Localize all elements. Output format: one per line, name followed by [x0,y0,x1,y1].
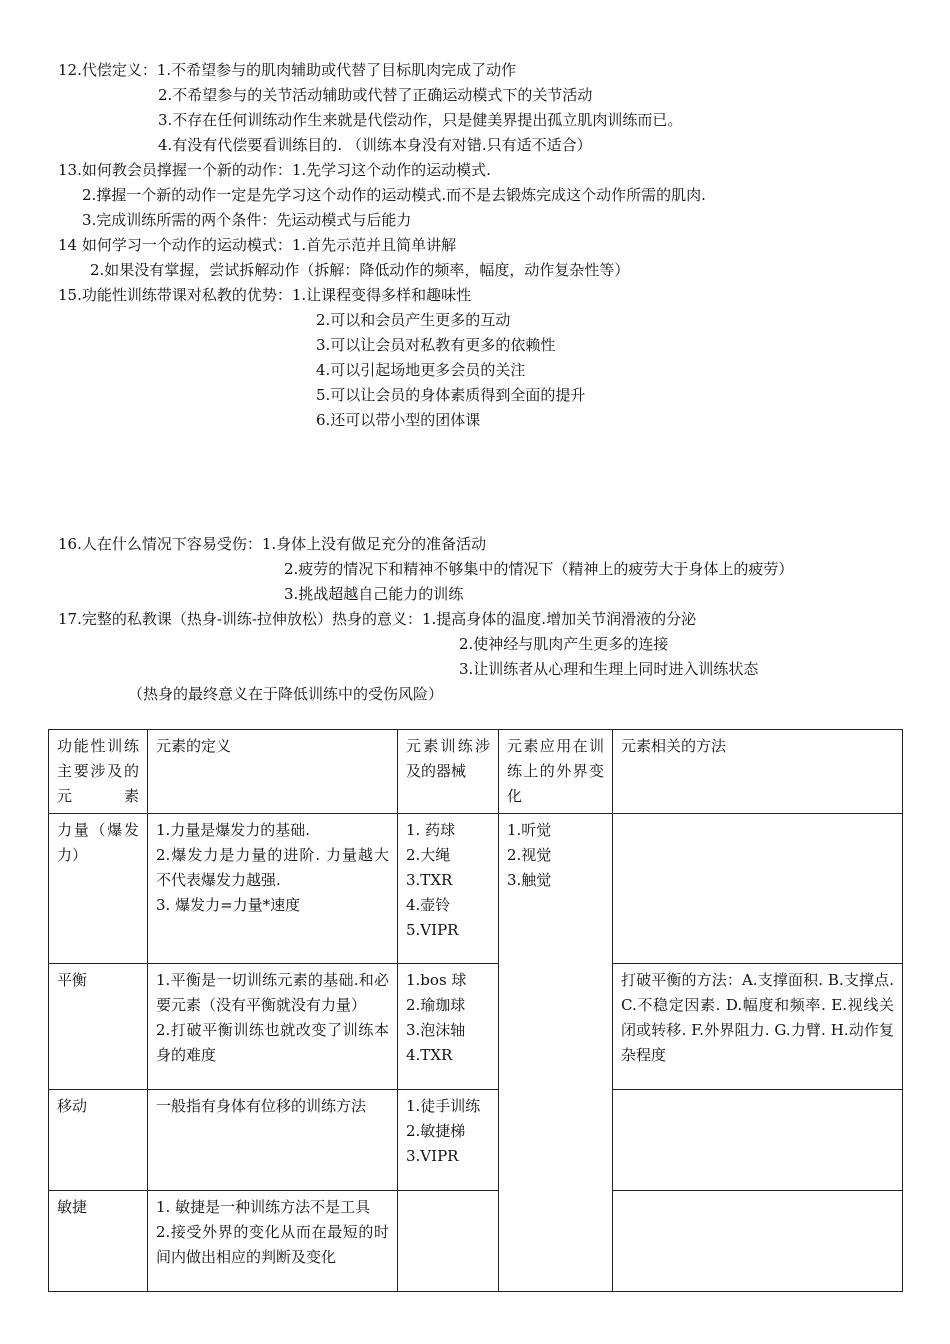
equipment-cell [398,1191,499,1292]
equipment-cell [398,964,499,1090]
q15-point-4: 4.可以引起场地更多会员的关注 [316,361,526,379]
header-external-change-label: 元素应用在训练上的外界变化 [507,737,604,805]
q14-heading: 14 如何学习一个动作的运动模式：1.首先示范并且简单讲解 [58,236,457,254]
element-cell [49,1090,148,1191]
q16-point-3: 3.挑战超越自己能力的训练 [284,585,464,603]
q17-point-2: 2.使神经与肌肉产生更多的连接 [459,635,669,653]
q12-point-2: 2.不希望参与的关节活动辅助或代替了正确运动模式下的关节活动 [158,86,593,104]
element-name: 移动 [57,1097,88,1115]
definition-line: 2.爆发力是力量的进阶. 力量越大不代表爆发力越强. [156,846,389,889]
methods-text: 打破平衡的方法：A.支撑面积. B.支撑点. C.不稳定因素. D.幅度和频率. E.视线关闭或转移. F.外界阻力. G.力臂. H.动作复杂程度 [621,971,894,1064]
equipment-item: 3.TXR [406,871,453,889]
definition-line: 1.力量是爆发力的基础. [156,821,311,839]
definition-line: 2.接受外界的变化从而在最短的时间内做出相应的判断及变化 [156,1223,389,1266]
equipment-item: 4.壶铃 [406,896,451,914]
q16-point-2: 2.疲劳的情况下和精神不够集中的情况下（精神上的疲劳大于身体上的疲劳） [284,560,794,578]
q17-note: （热身的最终意义在于降低训练中的受伤风险） [128,685,444,703]
definition-line: 2.打破平衡训练也就改变了训练本身的难度 [156,1021,389,1064]
q16-heading: 16.人在什么情况下容易受伤：1.身体上没有做足充分的准备活动 [58,535,487,553]
definition-cell [148,1090,398,1191]
header-methods-label: 元素相关的方法 [621,737,727,755]
header-cell-element [49,730,148,814]
table-row [49,1191,903,1292]
header-equipment-label: 元素训练涉及的器械 [406,737,490,780]
q17-point-3: 3.让训练者从心理和生理上同时进入训练状态 [459,660,759,678]
definition-line: 1.平衡是一切训练元素的基础.和必要元素（没有平衡就没有力量） [156,971,389,1014]
external-change-cell [499,814,613,1292]
table-row [49,964,903,1090]
equipment-item: 1.徒手训练 [406,1097,481,1115]
header-cell-equipment [398,730,499,814]
element-cell [49,1191,148,1292]
equipment-item: 1.bos 球 [406,971,467,989]
definition-line: 3. 爆发力=力量*速度 [156,896,301,914]
element-cell [49,964,148,1090]
element-name: 力量（爆发力） [57,821,139,864]
equipment-item: 2.敏捷梯 [406,1122,466,1140]
q15-point-5: 5.可以让会员的身体素质得到全面的提升 [316,386,586,404]
q12-point-3: 3.不存在任何训练动作生来就是代偿动作，只是健美界提出孤立肌肉训练而已。 [158,111,683,129]
q12-point-4: 4.有没有代偿要看训练目的. （训练本身没有对错.只有适不适合） [158,136,592,154]
table-header-row [49,730,903,814]
definition-cell [148,814,398,964]
q17-heading: 17.完整的私教课（热身-训练-拉伸放松）热身的意义：1.提高身体的温度.增加关节润滑液的分泌 [58,610,697,628]
external-change-item: 3.触觉 [507,871,552,889]
element-name: 平衡 [57,971,88,989]
equipment-item: 4.TXR [406,1046,453,1064]
equipment-item: 2.大绳 [406,846,451,864]
methods-cell [613,964,903,1090]
q15-point-6: 6.还可以带小型的团体课 [316,411,481,429]
equipment-cell [398,1090,499,1191]
equipment-item: 1. 药球 [406,821,456,839]
methods-cell [613,814,903,964]
table-row [49,814,903,964]
q15-point-2: 2.可以和会员产生更多的互动 [316,311,511,329]
element-cell [49,814,148,964]
q13-heading: 13.如何教会员撑握一个新的动作：1.先学习这个动作的运动模式. [58,161,491,179]
equipment-item: 3.VIPR [406,1147,459,1165]
equipment-cell [398,814,499,964]
q14-point-2: 2.如果没有掌握，尝试拆解动作（拆解：降低动作的频率，幅度，动作复杂性等） [90,261,630,279]
methods-cell [613,1090,903,1191]
q13-point-3: 3.完成训练所需的两个条件：先运动模式与后能力 [82,211,412,229]
external-change-item: 1.听觉 [507,821,552,839]
definition-cell [148,1191,398,1292]
training-elements-table [48,729,903,1292]
header-cell-definition [148,730,398,814]
table-row [49,1090,903,1191]
header-element-label: 功能性训练主要涉及的元素 [57,737,139,805]
methods-cell [613,1191,903,1292]
equipment-item: 2.瑜珈球 [406,996,466,1014]
q13-point-2: 2.撑握一个新的动作一定是先学习这个动作的运动模式.而不是去锻炼完成这个动作所需的肌肉. [82,186,706,204]
q12-heading: 12.代偿定义：1.不希望参与的肌肉辅助或代替了目标肌肉完成了动作 [58,61,517,79]
definition-cell [148,964,398,1090]
q15-point-3: 3.可以让会员对私教有更多的依赖性 [316,336,556,354]
header-cell-external-change [499,730,613,814]
definition-line: 1. 敏捷是一种训练方法不是工具 [156,1198,371,1216]
definition-line: 一般指有身体有位移的训练方法 [156,1097,367,1115]
equipment-item: 3.泡沫轴 [406,1021,466,1039]
external-change-item: 2.视觉 [507,846,552,864]
header-cell-methods [613,730,903,814]
equipment-item: 5.VIPR [406,921,459,939]
element-name: 敏捷 [57,1198,88,1216]
q15-heading: 15.功能性训练带课对私教的优势：1.让课程变得多样和趣味性 [58,286,472,304]
header-definition-label: 元素的定义 [156,737,232,755]
